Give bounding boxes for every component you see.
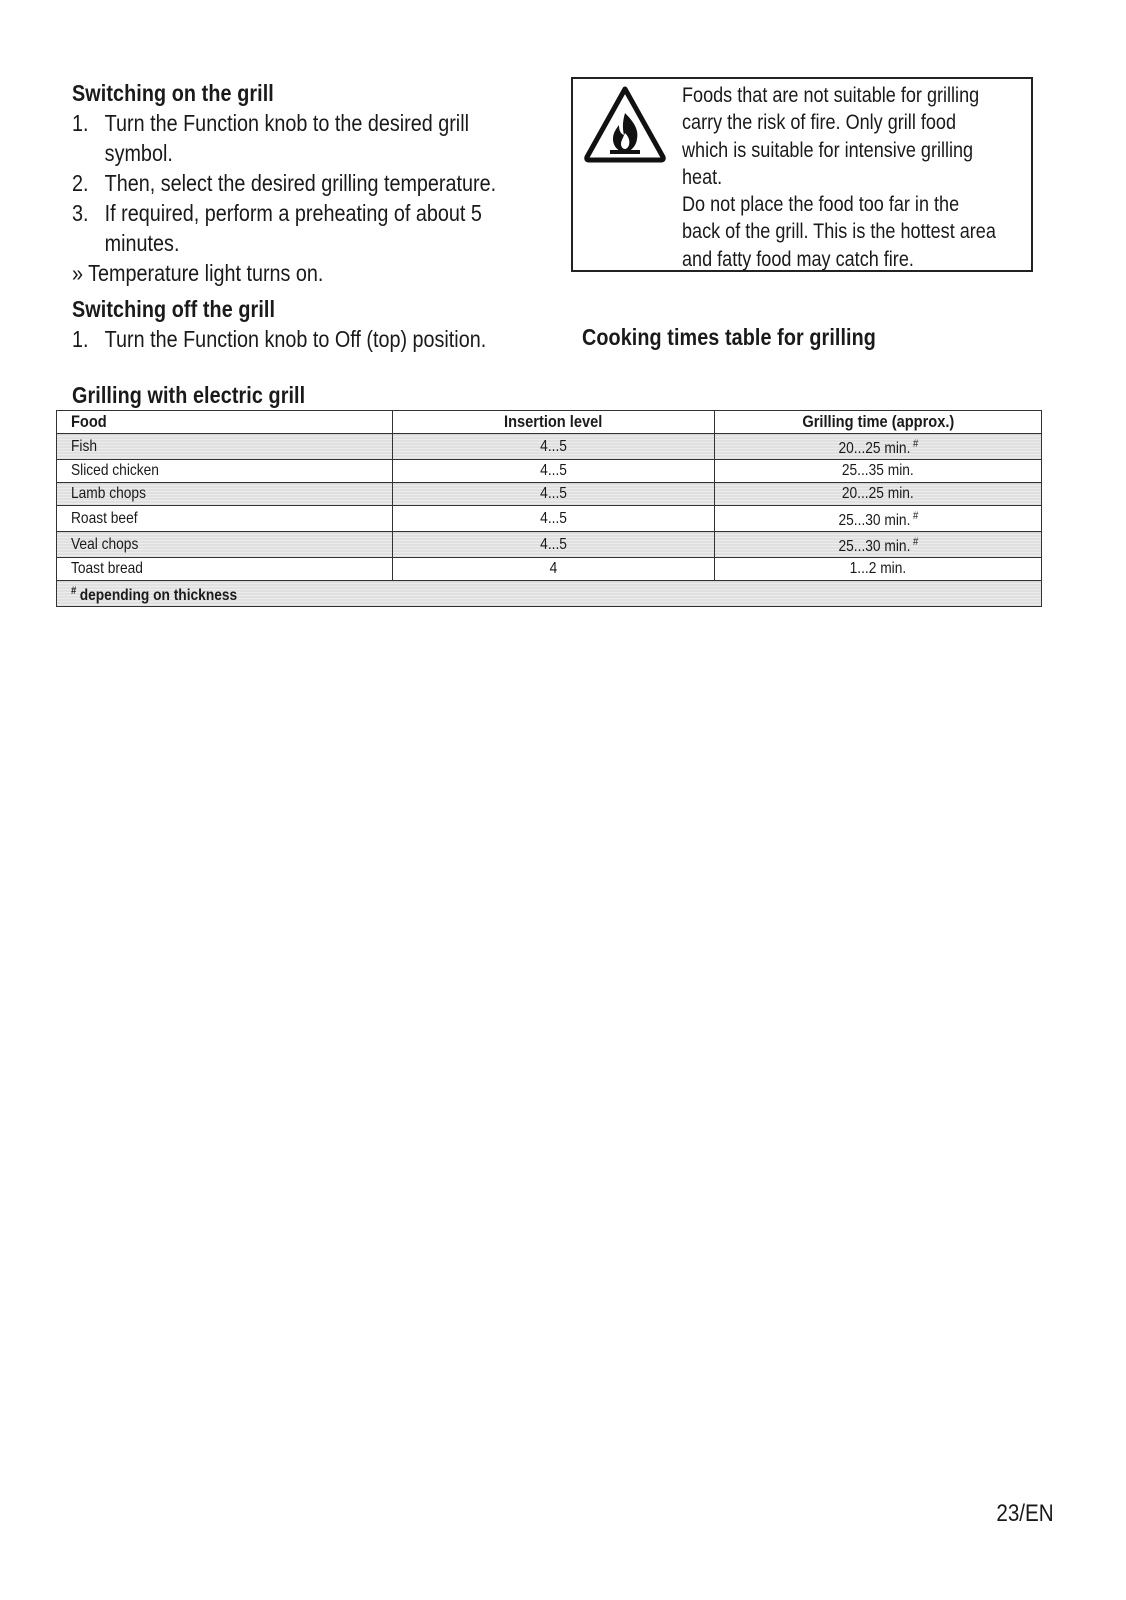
footnote-cell bbox=[57, 581, 1042, 607]
table-row bbox=[57, 532, 1042, 558]
cell-level: 4...5 bbox=[392, 483, 714, 506]
table-row bbox=[57, 558, 1042, 581]
step-line: minutes. bbox=[104, 230, 180, 256]
switching-off-heading: Switching off the grill bbox=[72, 296, 276, 322]
cell-food: Toast bread bbox=[57, 558, 393, 581]
result-line: » Temperature light turns on. bbox=[72, 260, 324, 286]
cell-time: 25...30 min. # bbox=[715, 506, 1042, 532]
cell-food: Fish bbox=[57, 434, 393, 460]
footnote-mark: # bbox=[912, 536, 918, 548]
grilling-times-table bbox=[56, 410, 1042, 607]
step-item bbox=[72, 324, 493, 354]
step-line: If required, perform a preheating of about 5 bbox=[104, 200, 482, 226]
warning-line: carry the risk of fire. Only grill food bbox=[682, 111, 957, 135]
footnote-mark: # bbox=[912, 510, 918, 522]
cell-time: 20...25 min. # bbox=[715, 434, 1042, 460]
cell-food: Roast beef bbox=[57, 506, 393, 532]
step-item-continuation bbox=[72, 228, 493, 258]
step-line: Then, select the desired grilling temperature. bbox=[104, 170, 497, 196]
grilling-electric-heading: Grilling with electric grill bbox=[72, 382, 306, 408]
step-number: 1. bbox=[72, 326, 89, 352]
cell-time: 1...2 min. bbox=[715, 558, 1042, 581]
page-number: 23/EN bbox=[996, 1500, 1054, 1527]
warning-line: Do not place the food too far in the bbox=[682, 193, 960, 217]
cell-time: 25...35 min. bbox=[715, 460, 1042, 483]
table-row bbox=[57, 483, 1042, 506]
footnote-mark: # bbox=[71, 585, 77, 597]
warning-text bbox=[682, 82, 1026, 273]
footnote-text: depending on thickness bbox=[79, 587, 238, 604]
step-item bbox=[72, 108, 493, 138]
switching-on-steps bbox=[72, 108, 562, 258]
table-footnote-row bbox=[57, 581, 1042, 607]
step-item bbox=[72, 198, 493, 228]
left-column bbox=[72, 78, 562, 354]
cell-level: 4...5 bbox=[392, 532, 714, 558]
footnote-mark: # bbox=[912, 438, 918, 450]
table-row bbox=[57, 460, 1042, 483]
warning-line: and fatty food may catch fire. bbox=[682, 247, 914, 271]
cell-food: Lamb chops bbox=[57, 483, 393, 506]
switching-off-steps bbox=[72, 324, 562, 354]
cell-food: Veal chops bbox=[57, 532, 393, 558]
cell-food: Sliced chicken bbox=[57, 460, 393, 483]
step-number: 2. bbox=[72, 170, 89, 196]
step-number: 1. bbox=[72, 110, 89, 136]
header-food: Food bbox=[57, 411, 393, 434]
fire-warning-box bbox=[571, 77, 1033, 272]
cell-level: 4...5 bbox=[392, 460, 714, 483]
table-header-row bbox=[57, 411, 1042, 434]
cooking-times-heading: Cooking times table for grilling bbox=[582, 324, 876, 350]
cell-level: 4...5 bbox=[392, 434, 714, 460]
cell-time: 25...30 min. # bbox=[715, 532, 1042, 558]
step-item bbox=[72, 168, 497, 198]
step-line: symbol. bbox=[104, 140, 173, 166]
switching-on-heading: Switching on the grill bbox=[72, 80, 274, 106]
table-row bbox=[57, 506, 1042, 532]
fire-warning-icon bbox=[583, 85, 667, 163]
cell-time: 20...25 min. bbox=[715, 483, 1042, 506]
step-line: Turn the Function knob to the desired grill bbox=[104, 110, 469, 136]
table-row bbox=[57, 434, 1042, 460]
step-line: Turn the Function knob to Off (top) position. bbox=[104, 326, 487, 352]
step-number: 3. bbox=[72, 200, 89, 226]
warning-line: heat. bbox=[682, 165, 723, 189]
header-insertion-level: Insertion level bbox=[392, 411, 714, 434]
step-item-continuation bbox=[72, 138, 493, 168]
cell-level: 4...5 bbox=[392, 506, 714, 532]
warning-line: back of the grill. This is the hottest area bbox=[682, 220, 996, 244]
warning-line: Foods that are not suitable for grilling bbox=[682, 84, 980, 107]
cell-level: 4 bbox=[392, 558, 714, 581]
warning-line: which is suitable for intensive grilling bbox=[682, 138, 974, 162]
header-grilling-time: Grilling time (approx.) bbox=[715, 411, 1042, 434]
